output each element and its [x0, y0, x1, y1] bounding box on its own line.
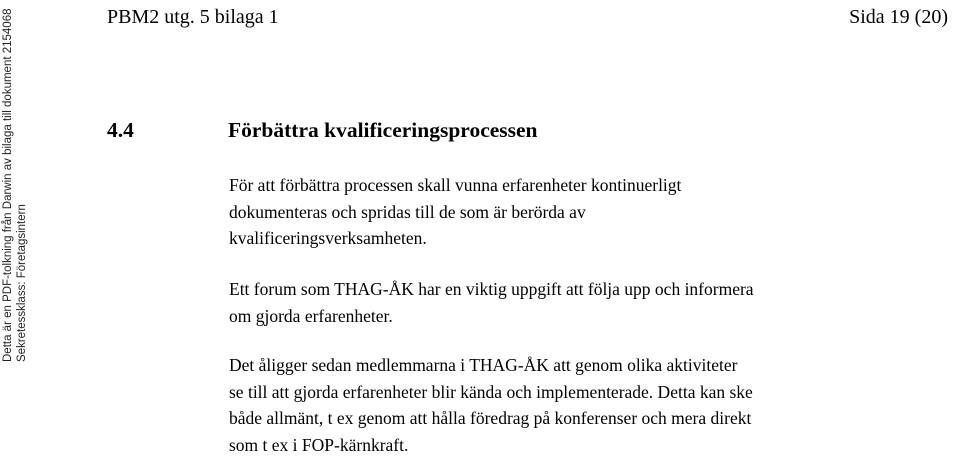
sidebar-watermark	[0, 0, 40, 453]
section-number: 4.4	[107, 118, 134, 143]
document-id: PBM2 utg. 5 bilaga 1	[107, 6, 279, 29]
paragraph-line: som t ex i FOP-kärnkraft.	[229, 432, 929, 458]
paragraph-line: Det åligger sedan medlemmarna i THAG-ÅK att genom olika aktiviteter	[229, 352, 929, 379]
paragraph-3	[229, 352, 929, 458]
paragraph-line: För att förbättra processen skall vunna erfarenheter kontinuerligt	[229, 172, 929, 199]
sidebar-source-note: Detta är en PDF-tolkning från Darwin av bilaga till dokument 2154068	[2, 9, 14, 363]
paragraph-1	[229, 172, 929, 252]
paragraph-line: både allmänt, t ex genom att hålla föredrag på konferenser och mera direkt	[229, 405, 929, 432]
paragraph-line: Ett forum som THAG-ÅK har en viktig uppgift att följa upp och informera	[229, 276, 929, 303]
section-title: Förbättra kvalificeringsprocessen	[228, 118, 538, 143]
paragraph-line: se till att gjorda erfarenheter blir kända och implementerade. Detta kan ske	[229, 379, 929, 406]
page-number: Sida 19 (20)	[849, 6, 948, 29]
sidebar-classification: Sekretessklass: Företagsintern	[16, 204, 28, 362]
page-header	[0, 0, 960, 40]
paragraph-line: dokumenteras och spridas till de som är berörda av	[229, 199, 929, 226]
paragraph-line: kvalificeringsverksamheten.	[229, 225, 929, 252]
paragraph-2	[229, 276, 929, 329]
paragraph-line: om gjorda erfarenheter.	[229, 303, 929, 330]
